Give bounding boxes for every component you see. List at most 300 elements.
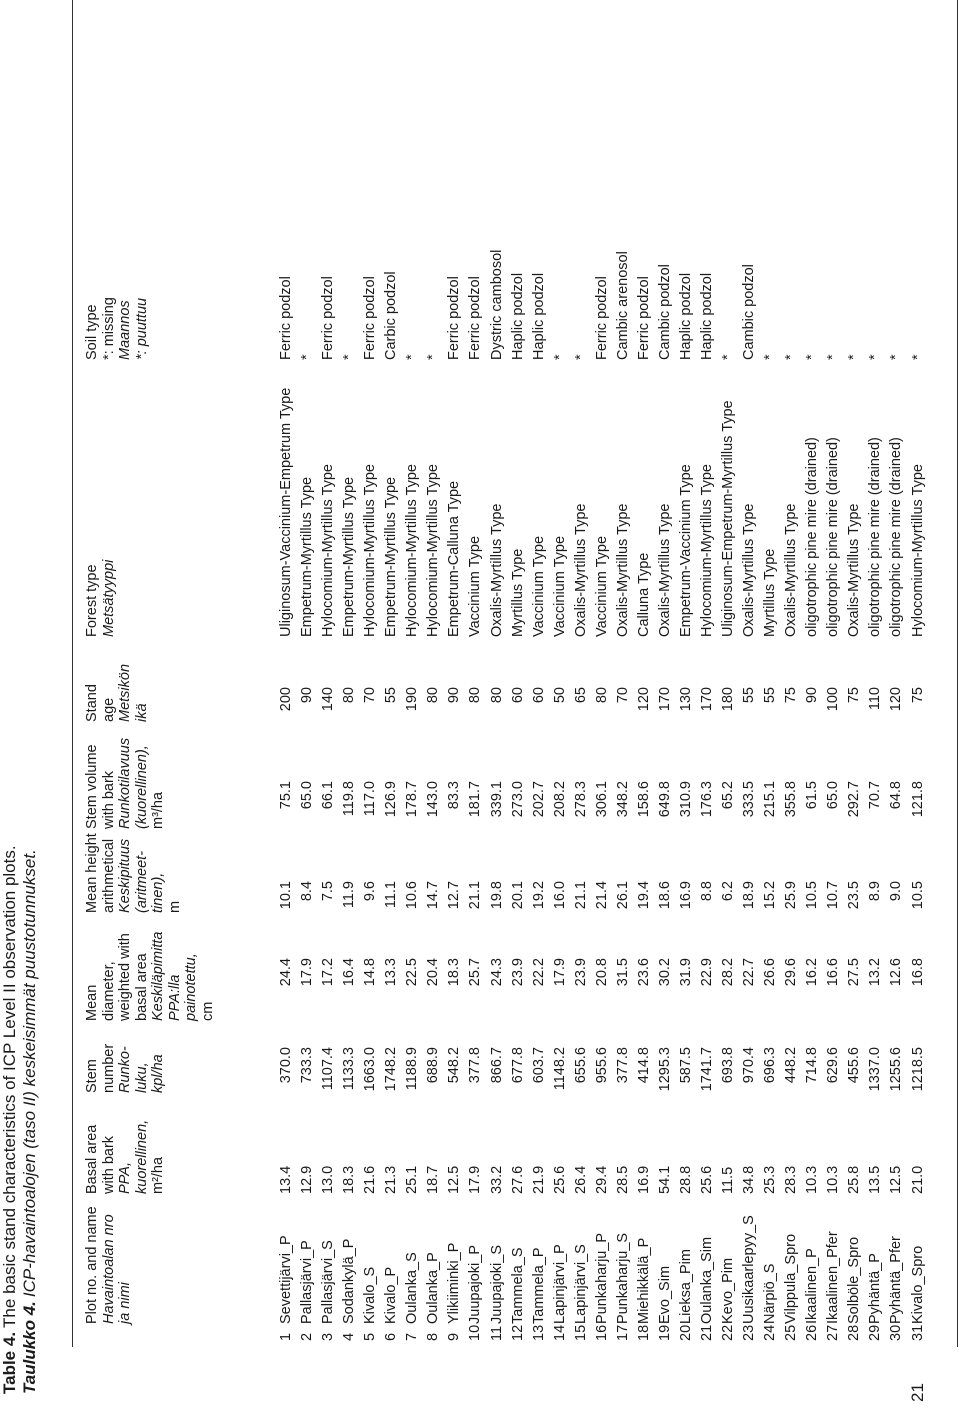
basal-area-cell: 10.3 (825, 1165, 842, 1194)
soil-type-cell: * (846, 354, 863, 360)
stem-number-cell: 688.9 (425, 1047, 442, 1084)
plot-number-cell: 8 (425, 1332, 442, 1341)
stem-number-cell: 1218.5 (909, 1047, 926, 1092)
plot-name-cell: Solböle_Spro (846, 1236, 863, 1324)
soil-type-cell: Cambic podzol (656, 264, 673, 360)
plot-number-cell: 20 (677, 1324, 694, 1341)
forest-type-cell: Hylocomium-Myrtillus Type (320, 464, 337, 637)
stem-volume-cell: 83.3 (446, 781, 463, 810)
soil-type-cell: Cambic arenosol (614, 251, 631, 360)
forest-type-cell: Oxalis-Myrtillus Type (572, 503, 589, 637)
stand-age-cell: 80 (593, 687, 610, 704)
mean-height-cell: 21.1 (467, 881, 484, 910)
basal-area-cell: 28.5 (614, 1165, 631, 1194)
plot-number-cell: 6 (383, 1332, 400, 1341)
header-age-line: ikä (133, 703, 150, 722)
forest-type-cell: Myrtillus Type (762, 548, 779, 637)
stem-number-cell: 1133.3 (341, 1047, 358, 1091)
stand-age-cell: 60 (530, 687, 547, 704)
mean-diameter-cell: 31.9 (677, 958, 694, 987)
stem-volume-cell: 649.8 (656, 781, 673, 818)
plot-number-cell: 7 (404, 1332, 421, 1341)
plot-name-cell: Vilppula_Spro (783, 1233, 800, 1324)
mean-height-cell: 15.2 (762, 881, 779, 910)
plot-name-cell: Kivalo_Spro (909, 1245, 926, 1324)
stem-number-cell: 693.8 (720, 1047, 737, 1084)
mean-height-cell: 11.9 (341, 881, 358, 909)
mean-diameter-cell: 20.8 (593, 958, 610, 987)
caption-title: The basic stand characteristics of ICP Level II observation plots. (0, 845, 19, 1328)
stand-age-cell: 55 (383, 687, 400, 704)
mean-height-cell: 10.5 (804, 881, 821, 910)
header-height-line: m (166, 900, 183, 913)
basal-area-cell: 34.8 (741, 1165, 758, 1194)
plot-number-cell: 21 (699, 1324, 715, 1341)
plot-number-cell: 12 (509, 1324, 526, 1341)
plot-name-cell: Oulanka_S (404, 1252, 421, 1324)
stem-number-cell: 1255.6 (888, 1047, 905, 1092)
forest-type-cell: Vaccinium Type (551, 535, 568, 637)
header-volume-line: Stem volume (84, 744, 100, 829)
stem-volume-cell: 176.3 (699, 781, 715, 818)
header-forest-line: Metsätyyppi (100, 559, 117, 637)
stem-volume-cell: 75.1 (278, 781, 294, 810)
stem-number-cell: 677.8 (509, 1047, 526, 1084)
mean-height-cell: 14.7 (425, 881, 442, 910)
forest-type-cell: Vaccinium Type (467, 535, 484, 637)
stand-age-cell: 80 (341, 687, 358, 704)
stem-volume-cell: 65.2 (720, 781, 737, 810)
mean-height-cell: 9.0 (888, 881, 905, 902)
stem-volume-cell: 339.1 (488, 781, 505, 818)
forest-type-cell: Empetrum-Vaccinium Type (677, 464, 694, 637)
header-diam-line: Mean (84, 984, 100, 1021)
forest-type-cell: Uliginosum-Empetrum-Myrtillus Type (720, 400, 737, 637)
soil-type-cell: Ferric podzol (362, 276, 379, 360)
header-basal-line: PPA, (117, 1162, 133, 1194)
mean-diameter-cell: 23.9 (572, 958, 589, 987)
forest-type-cell: Oxalis-Myrtillus Type (846, 503, 863, 637)
mean-height-cell: 12.7 (446, 881, 463, 910)
stand-age-cell: 170 (699, 687, 715, 712)
plot-name-cell: Punkaharju_P (593, 1232, 610, 1324)
header-height-line: Mean height (84, 833, 100, 913)
forest-type-cell: oligotrophic pine mire (drained) (888, 437, 905, 637)
forest-type-cell: Empetrum-Myrtillus Type (341, 476, 358, 637)
stem-number-cell: 696.3 (762, 1047, 779, 1084)
header-height-line: tinen), (150, 872, 166, 913)
mean-diameter-cell: 29.6 (783, 958, 800, 987)
mean-height-cell: 6.2 (720, 881, 737, 902)
header-height-line: (aritmeet- (133, 850, 150, 913)
plot-name-cell: Pyhäntä_Pfer (888, 1236, 905, 1324)
plot-number-cell: 30 (888, 1324, 905, 1341)
header-volume-line: with bark (100, 770, 117, 829)
soil-type-cell: * (425, 354, 442, 360)
stem-number-cell: 1188.9 (404, 1047, 421, 1091)
stand-age-cell: 60 (509, 687, 526, 704)
table-bottom-rule (957, 0, 958, 1347)
basal-area-cell: 26.4 (572, 1165, 589, 1194)
stem-volume-cell: 66.1 (320, 781, 337, 810)
mean-diameter-cell: 13.2 (867, 958, 884, 987)
mean-height-cell: 19.8 (488, 881, 505, 910)
stem-volume-cell: 117.0 (362, 781, 379, 817)
stem-number-cell: 377.8 (467, 1047, 484, 1084)
basal-area-cell: 21.3 (383, 1165, 400, 1194)
mean-height-cell: 20.1 (509, 881, 526, 910)
basal-area-cell: 13.0 (320, 1165, 337, 1194)
plot-name-cell: Lieksa_Pim (677, 1249, 694, 1324)
stem-number-cell: 370.0 (278, 1047, 294, 1084)
mean-diameter-cell: 17.9 (299, 958, 316, 987)
header-basal-line: with bark (100, 1135, 117, 1194)
stand-age-cell: 80 (488, 687, 505, 704)
stand-age-cell: 120 (635, 687, 652, 712)
stem-number-cell: 655.6 (572, 1047, 589, 1084)
soil-type-cell: * (572, 354, 589, 360)
stand-age-cell: 90 (446, 687, 463, 704)
basal-area-cell: 25.8 (846, 1165, 863, 1194)
stem-volume-cell: 178.7 (404, 781, 421, 818)
soil-type-cell: Ferric podzol (446, 276, 463, 360)
plot-number-cell: 29 (867, 1324, 884, 1341)
plot-number-cell: 18 (635, 1324, 652, 1341)
plot-name-cell: Oulanka_P (425, 1252, 442, 1324)
stem-volume-cell: 119.8 (341, 781, 358, 817)
basal-area-cell: 13.4 (278, 1165, 294, 1194)
caption-label-fi: Taulukko 4. (20, 1301, 39, 1394)
stand-age-cell: 170 (656, 687, 673, 712)
plot-name-cell: Juupajoki_S (488, 1245, 505, 1324)
header-forest-line: Forest type (84, 564, 100, 637)
plot-number-cell: 3 (320, 1332, 337, 1341)
soil-type-cell: Haplic podzol (677, 272, 694, 360)
plot-number-cell: 15 (572, 1324, 589, 1341)
soil-type-cell: Ferric podzol (635, 276, 652, 360)
stem-number-cell: 714.8 (804, 1047, 821, 1084)
forest-type-cell: oligotrophic pine mire (drained) (825, 437, 842, 637)
forest-type-cell: Vaccinium Type (530, 535, 547, 637)
forest-type-cell: Oxalis-Myrtillus Type (488, 503, 505, 637)
forest-type-cell: Hylocomium-Myrtillus Type (404, 464, 421, 637)
mean-diameter-cell: 31.5 (614, 958, 631, 987)
mean-diameter-cell: 23.6 (635, 958, 652, 987)
basal-area-cell: 12.5 (446, 1165, 463, 1194)
stem-volume-cell: 143.0 (425, 781, 442, 818)
forest-type-cell: oligotrophic pine mire (drained) (804, 437, 821, 637)
mean-diameter-cell: 30.2 (656, 958, 673, 987)
plot-name-cell: Pallasjärvi_S (320, 1240, 337, 1324)
stem-volume-cell: 215.1 (762, 781, 779, 818)
mean-height-cell: 23.5 (846, 881, 863, 910)
stand-age-cell: 80 (425, 687, 442, 704)
stem-number-cell: 1107.4 (320, 1047, 337, 1091)
mean-diameter-cell: 28.2 (720, 958, 737, 987)
plot-name-cell: Oulanka_Sim (699, 1236, 715, 1324)
stem-volume-cell: 61.5 (804, 781, 821, 810)
stem-volume-cell: 355.8 (783, 781, 800, 818)
basal-area-cell: 54.1 (656, 1165, 673, 1194)
stand-age-cell: 100 (825, 687, 842, 712)
plot-number-cell: 25 (783, 1324, 800, 1341)
stand-age-cell: 90 (299, 687, 316, 704)
basal-area-cell: 27.6 (509, 1165, 526, 1194)
plot-name-cell: Sodankylä_P (341, 1238, 358, 1324)
plot-number-cell: 31 (909, 1324, 926, 1341)
mean-height-cell: 18.9 (741, 881, 758, 910)
plot-name-cell: Lapinjärvi_S (572, 1244, 589, 1324)
stand-age-cell: 200 (278, 687, 294, 712)
basal-area-cell: 25.6 (551, 1165, 568, 1194)
basal-area-cell: 25.6 (699, 1165, 715, 1194)
stem-volume-cell: 121.8 (909, 781, 926, 818)
mean-height-cell: 8.9 (867, 881, 884, 902)
stand-age-cell: 190 (404, 687, 421, 712)
header-height-line: arithmetical (100, 838, 117, 913)
mean-diameter-cell: 13.3 (383, 958, 400, 987)
stem-volume-cell: 333.5 (741, 781, 758, 818)
mean-height-cell: 16.9 (677, 881, 694, 910)
header-volume-line: (kuorellinen), (133, 745, 150, 829)
stand-age-cell: 140 (320, 687, 337, 712)
stem-number-cell: 1748.2 (383, 1047, 400, 1092)
soil-type-cell: Ferric podzol (467, 276, 484, 360)
basal-area-cell: 29.4 (593, 1165, 610, 1194)
plot-number-cell: 24 (762, 1324, 779, 1341)
basal-area-cell: 25.1 (404, 1165, 421, 1194)
mean-height-cell: 7.5 (320, 881, 337, 902)
mean-height-cell: 21.1 (572, 881, 589, 910)
plot-number-cell: 5 (362, 1332, 379, 1341)
plot-number-cell: 26 (804, 1324, 821, 1341)
stand-age-cell: 90 (804, 687, 821, 704)
soil-type-cell: * (404, 354, 421, 360)
soil-type-cell: Carbic podzol (383, 271, 400, 360)
mean-diameter-cell: 16.4 (341, 958, 358, 987)
header-plot-line: ja nimi (117, 1282, 133, 1324)
basal-area-cell: 12.9 (299, 1165, 316, 1194)
basal-area-cell: 13.5 (867, 1165, 884, 1194)
stem-volume-cell: 65.0 (299, 781, 316, 810)
mean-height-cell: 10.5 (909, 881, 926, 910)
header-stem-line: number (100, 1043, 117, 1093)
stand-age-cell: 130 (677, 687, 694, 712)
mean-diameter-cell: 17.9 (551, 958, 568, 987)
basal-area-cell: 18.7 (425, 1165, 442, 1194)
header-diam-line: PPA:lla (166, 974, 183, 1021)
soil-type-cell: Ferric podzol (278, 276, 294, 360)
mean-diameter-cell: 24.3 (488, 958, 505, 987)
stem-number-cell: 603.7 (530, 1047, 547, 1084)
soil-type-cell: Haplic podzol (530, 272, 547, 360)
soil-type-cell: * (867, 354, 884, 360)
header-volume-line: Runkotilavuus (117, 737, 133, 829)
plot-number-cell: 1 (278, 1332, 294, 1341)
header-stem-line: luku, (133, 1062, 150, 1093)
mean-height-cell: 8.4 (299, 881, 316, 902)
mean-height-cell: 11.1 (383, 881, 400, 909)
plot-name-cell: Lapinjärvi_P (551, 1244, 568, 1324)
soil-type-cell: Haplic podzol (699, 272, 715, 360)
stem-volume-cell: 65.0 (825, 781, 842, 810)
mean-height-cell: 19.2 (530, 881, 547, 910)
mean-diameter-cell: 14.8 (362, 958, 379, 987)
plot-number-cell: 22 (720, 1324, 737, 1341)
mean-height-cell: 10.1 (278, 881, 294, 910)
stem-volume-cell: 310.9 (677, 781, 694, 818)
header-plot-line: Plot no. and name (84, 1206, 100, 1324)
header-volume-line: m³/ha (150, 791, 166, 829)
header-diam-line: diameter, (100, 961, 117, 1021)
plot-name-cell: Kivalo_S (362, 1266, 379, 1324)
plot-number-cell: 16 (593, 1324, 610, 1341)
plot-number-cell: 11 (488, 1325, 505, 1341)
basal-area-cell: 33.2 (488, 1165, 505, 1194)
plot-name-cell: Tammela_S (509, 1247, 526, 1324)
stem-volume-cell: 208.2 (551, 781, 568, 818)
basal-area-cell: 28.8 (677, 1165, 694, 1194)
stem-volume-cell: 292.7 (846, 781, 863, 818)
stem-number-cell: 866.7 (488, 1047, 505, 1084)
basal-area-cell: 10.3 (804, 1165, 821, 1194)
plot-name-cell: Juupajoki_P (467, 1245, 484, 1324)
plot-name-cell: Kivalo_P (383, 1266, 400, 1324)
mean-height-cell: 8.8 (699, 881, 715, 902)
header-diam-line: basal area (133, 953, 150, 1021)
soil-type-cell: * (299, 354, 316, 360)
soil-type-cell: * (804, 354, 821, 360)
plot-number-cell: 2 (299, 1332, 316, 1341)
basal-area-cell: 21.6 (362, 1165, 379, 1194)
mean-diameter-cell: 25.7 (467, 958, 484, 987)
forest-type-cell: Hylocomium-Myrtillus Type (425, 464, 442, 637)
forest-type-cell: Hylocomium-Myrtillus Type (699, 464, 715, 637)
forest-type-cell: Oxalis-Myrtillus Type (741, 503, 758, 637)
mean-diameter-cell: 16.2 (804, 958, 821, 987)
caption-label: Table 4. (0, 1331, 19, 1394)
plot-name-cell: Ikaalinen_P (804, 1248, 821, 1324)
mean-height-cell: 21.4 (593, 881, 610, 910)
stem-volume-cell: 202.7 (530, 781, 547, 818)
stem-number-cell: 1741.7 (699, 1047, 715, 1092)
soil-type-cell: Ferric podzol (593, 276, 610, 360)
mean-diameter-cell: 17.2 (320, 958, 337, 987)
plot-name-cell: Närpiö_S (762, 1263, 779, 1324)
stand-age-cell: 70 (614, 687, 631, 704)
soil-type-cell: Dystric cambosol (488, 249, 505, 360)
plot-name-cell: Ikaalinen_Pfer (825, 1231, 842, 1324)
mean-diameter-cell: 18.3 (446, 958, 463, 987)
soil-type-cell: * (909, 354, 926, 360)
header-age-line: Stand (84, 684, 100, 722)
forest-type-cell: Empetrum-Myrtillus Type (299, 476, 316, 637)
mean-height-cell: 10.7 (825, 881, 842, 910)
mean-height-cell: 26.1 (614, 881, 631, 910)
stem-volume-cell: 273.0 (509, 781, 526, 818)
stem-number-cell: 970.4 (741, 1047, 758, 1084)
mean-diameter-cell: 24.4 (278, 958, 294, 987)
stand-age-cell: 75 (783, 687, 800, 704)
plot-number-cell: 27 (825, 1324, 842, 1341)
mean-diameter-cell: 16.8 (909, 958, 926, 987)
forest-type-cell: Oxalis-Myrtillus Type (614, 503, 631, 637)
plot-number-cell: 17 (614, 1324, 631, 1341)
header-age-line: age (100, 697, 117, 722)
stand-age-cell: 120 (888, 687, 905, 712)
stand-age-cell: 50 (551, 687, 568, 704)
header-stem-line: Stem (84, 1059, 100, 1093)
forest-type-cell: oligotrophic pine mire (drained) (867, 437, 884, 637)
mean-diameter-cell: 23.9 (509, 958, 526, 987)
header-basal-line: Basal area (84, 1124, 100, 1194)
stem-volume-cell: 306.1 (593, 781, 610, 818)
stand-age-cell: 80 (467, 687, 484, 704)
stem-number-cell: 629.6 (825, 1047, 842, 1084)
plot-number-cell: 19 (656, 1324, 673, 1341)
mean-diameter-cell: 22.5 (404, 958, 421, 987)
header-age-line: Metsikön (117, 663, 133, 722)
table-top-rule (72, 0, 73, 1347)
header-stem-line: Runko- (117, 1046, 133, 1093)
header-soil-line: Maannos (117, 300, 133, 360)
stand-age-cell: 75 (909, 687, 926, 704)
stem-volume-cell: 126.9 (383, 781, 400, 818)
stem-number-cell: 1295.3 (656, 1047, 673, 1092)
plot-number-cell: 9 (446, 1332, 463, 1341)
header-plot-line: Havaintoalan nro (100, 1214, 117, 1324)
stem-number-cell: 455.6 (846, 1047, 863, 1084)
mean-height-cell: 19.4 (635, 881, 652, 910)
stem-number-cell: 1337.0 (867, 1047, 884, 1092)
plot-number-cell: 10 (467, 1324, 484, 1341)
forest-type-cell: Hylocomium-Myrtillus Type (362, 464, 379, 637)
header-height-line: Keskipituus (117, 838, 133, 913)
forest-type-cell: Calluna Type (635, 552, 652, 637)
mean-diameter-cell: 26.6 (762, 958, 779, 987)
forest-type-cell: Oxalis-Myrtillus Type (783, 503, 800, 637)
soil-type-cell: * (762, 354, 779, 360)
stem-volume-cell: 70.7 (867, 781, 884, 810)
basal-area-cell: 16.9 (635, 1165, 652, 1194)
plot-name-cell: Punkaharju_S (614, 1232, 631, 1324)
plot-name-cell: Pyhäntä_P (867, 1253, 884, 1324)
forest-type-cell: Myrtillus Type (509, 548, 526, 637)
stem-number-cell: 414.8 (635, 1047, 652, 1084)
plot-name-cell: Ylikiiminki_P (446, 1242, 463, 1324)
forest-type-cell: Empetrum-Calluna Type (446, 480, 463, 637)
plot-name-cell: Sevettijärvi_P (278, 1235, 294, 1324)
stand-age-cell: 70 (362, 687, 379, 704)
stand-age-cell: 55 (741, 687, 758, 704)
stand-age-cell: 55 (762, 687, 779, 704)
basal-area-cell: 17.9 (467, 1165, 484, 1194)
header-soil-line: Soil type (84, 304, 100, 360)
header-basal-line: m²/ha (150, 1156, 166, 1194)
mean-height-cell: 10.6 (404, 881, 421, 910)
stem-volume-cell: 348.2 (614, 781, 631, 818)
basal-area-cell: 21.0 (909, 1165, 926, 1194)
basal-area-cell: 12.5 (888, 1165, 905, 1194)
stem-number-cell: 955.6 (593, 1047, 610, 1084)
basal-area-cell: 21.9 (530, 1165, 547, 1194)
stem-number-cell: 1148.2 (551, 1047, 568, 1091)
plot-number-cell: 13 (530, 1324, 547, 1341)
mean-diameter-cell: 20.4 (425, 958, 442, 987)
soil-type-cell: Haplic podzol (509, 272, 526, 360)
mean-diameter-cell: 16.6 (825, 958, 842, 987)
stand-age-cell: 75 (846, 687, 863, 704)
